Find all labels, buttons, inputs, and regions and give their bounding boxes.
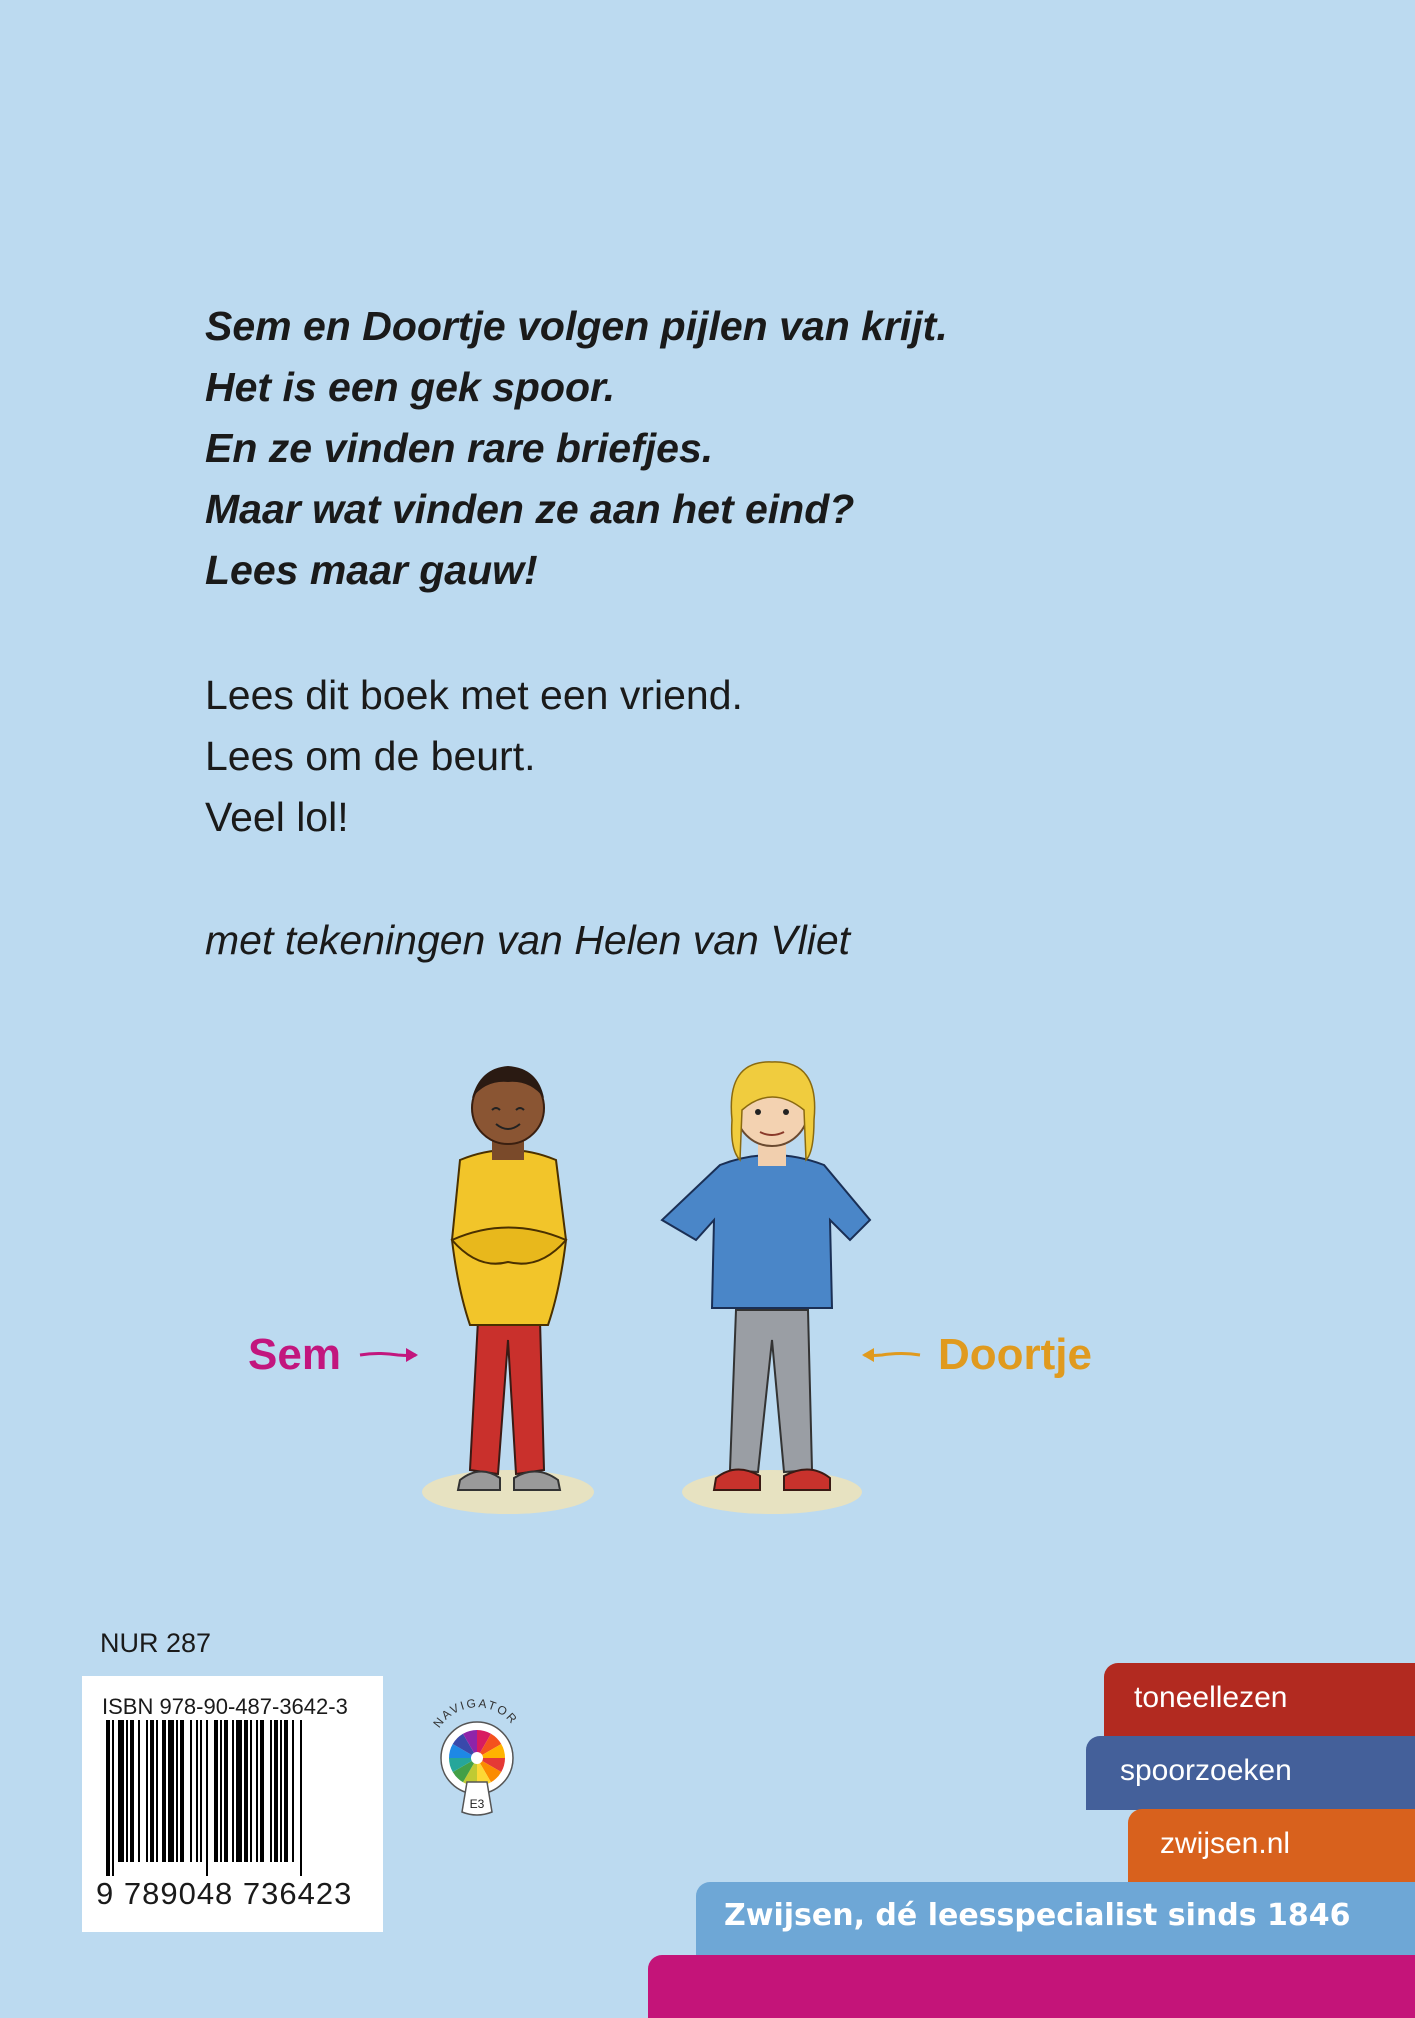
tab-slogan: Zwijsen, dé leesspecialist sinds 1846 — [696, 1882, 1415, 1956]
barcode-bar — [300, 1720, 302, 1876]
doortje-shadow — [682, 1470, 862, 1514]
barcode-bar — [146, 1720, 148, 1862]
barcode-bar — [214, 1720, 218, 1862]
label-sem: Sem — [248, 1330, 341, 1379]
tab-magenta-strip — [648, 1955, 1415, 2018]
barcode-bar — [232, 1720, 234, 1862]
blurb-line: Lees maar gauw! — [205, 547, 538, 593]
barcode-bar — [284, 1720, 288, 1862]
blurb-line: En ze vinden rare briefjes. — [205, 425, 714, 471]
barcode-bar — [150, 1720, 154, 1862]
barcode-bar — [236, 1720, 242, 1862]
instruction-line: Lees om de beurt. — [205, 733, 536, 779]
barcode-bar — [162, 1720, 166, 1862]
barcode-bar — [220, 1720, 222, 1862]
barcode-bar — [180, 1720, 184, 1862]
barcode-number: 9 789048 736423 — [96, 1876, 353, 1911]
label-doortje: Doortje — [938, 1330, 1092, 1379]
navigator-word: NAVIGATOR — [430, 1696, 521, 1731]
sem-figure — [452, 1066, 566, 1490]
barcode-bar — [224, 1720, 228, 1862]
barcode-bar — [256, 1720, 258, 1862]
nur-code: NUR 287 — [100, 1628, 212, 1658]
arrow-left-icon — [858, 1345, 922, 1365]
barcode-bar — [270, 1720, 272, 1862]
barcode-bar — [138, 1720, 140, 1862]
illustrator-credit: met tekeningen van Helen van Vliet — [205, 917, 851, 963]
barcode-bar — [118, 1720, 124, 1862]
barcode-icon — [104, 1720, 362, 1876]
barcode-bar — [260, 1720, 264, 1862]
navigator-wheel-center — [471, 1752, 483, 1764]
isbn-label: ISBN 978-90-487-3642-3 — [102, 1694, 348, 1719]
barcode-bar — [274, 1720, 278, 1862]
doortje-figure — [662, 1062, 870, 1490]
arrow-right-icon — [358, 1345, 422, 1365]
barcode-bar — [130, 1720, 134, 1862]
characters-illustration — [400, 1040, 920, 1530]
barcode-panel — [82, 1676, 383, 1932]
blurb-line: Sem en Doortje volgen pijlen van krijt. — [205, 303, 948, 349]
barcode-bar — [250, 1720, 252, 1862]
sem-shadow — [422, 1470, 594, 1514]
blurb — [205, 296, 948, 601]
instruction-line: Lees dit boek met een vriend. — [205, 672, 743, 718]
barcode-bar — [200, 1720, 202, 1862]
barcode-bar — [156, 1720, 158, 1862]
blurb-line: Het is een gek spoor. — [205, 364, 616, 410]
barcode-bar — [190, 1720, 192, 1862]
barcode-bar — [168, 1720, 174, 1862]
barcode-bar — [106, 1720, 110, 1876]
navigator-level: E3 — [469, 1797, 485, 1811]
barcode-bar — [112, 1720, 114, 1876]
barcode-bar — [126, 1720, 128, 1862]
tab-toneellezen[interactable]: toneellezen — [1104, 1663, 1415, 1737]
reading-instructions — [205, 665, 743, 848]
instruction-line: Veel lol! — [205, 794, 349, 840]
barcode-bar — [292, 1720, 294, 1862]
barcode-bar — [176, 1720, 178, 1862]
barcode-bar — [244, 1720, 248, 1862]
navigator-logo-icon — [422, 1690, 532, 1830]
blurb-line: Maar wat vinden ze aan het eind? — [205, 486, 855, 532]
tab-spoorzoeken[interactable]: spoorzoeken — [1086, 1736, 1415, 1810]
barcode-bar — [206, 1720, 208, 1876]
barcode-bar — [196, 1720, 198, 1862]
barcode-bar — [280, 1720, 282, 1862]
tab-website[interactable]: zwijsen.nl — [1128, 1809, 1415, 1883]
